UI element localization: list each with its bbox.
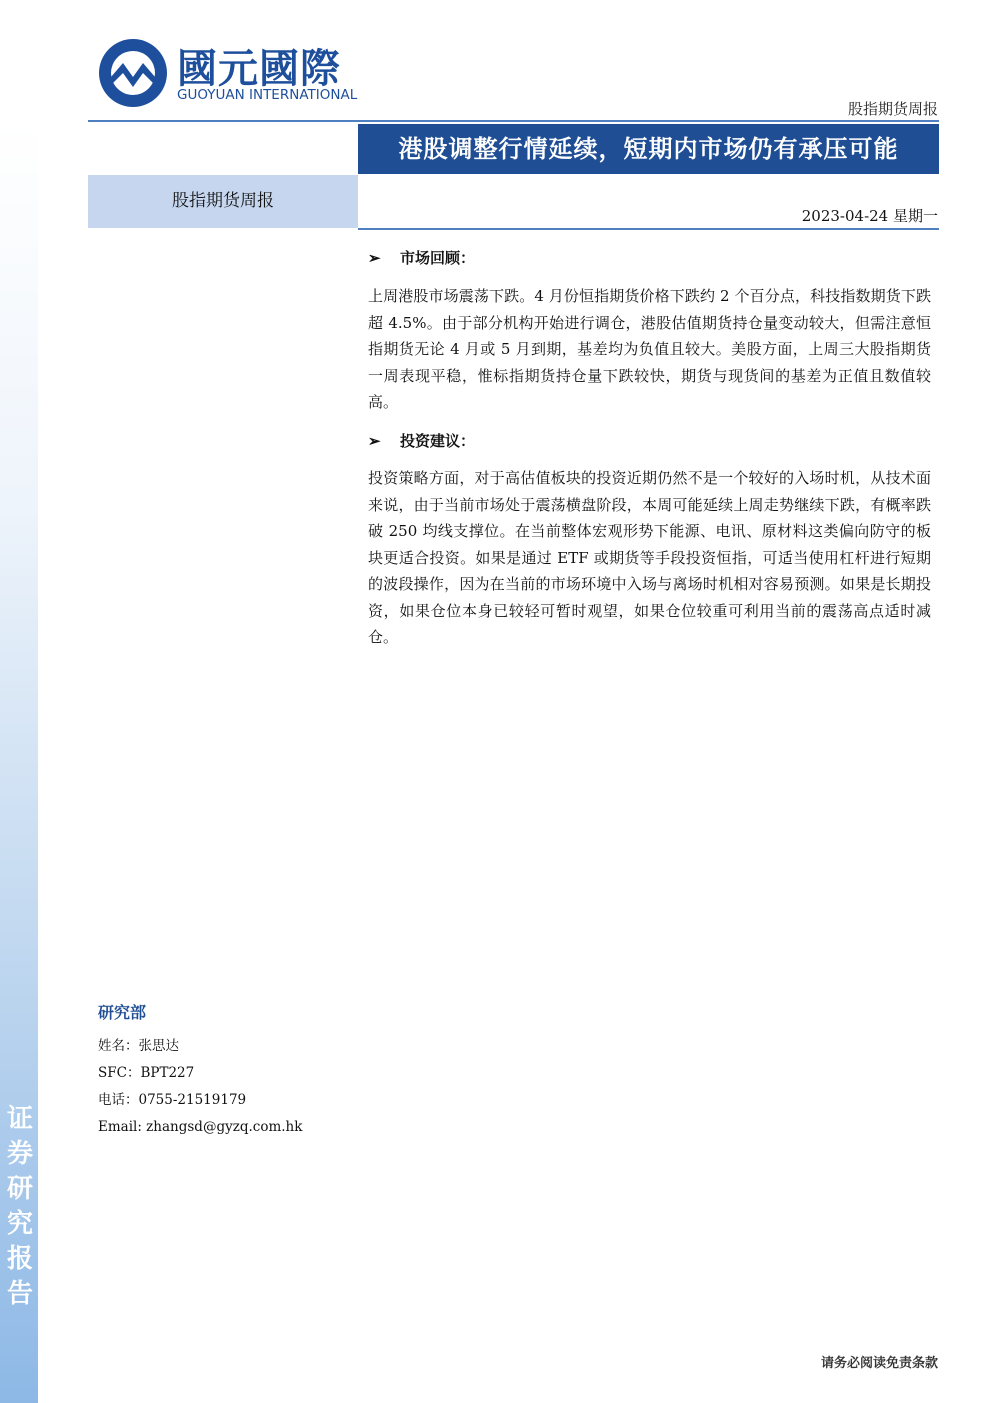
department-label: 研究部	[98, 1003, 147, 1022]
report-title: 港股调整行情延续，短期内市场仍有承压可能	[358, 124, 939, 174]
analyst-email: Email: zhangsd@gyzq.com.hk	[98, 1119, 303, 1135]
arrow-bullet-icon: ➢	[368, 432, 381, 450]
header-category: 股指期货周报	[847, 100, 938, 118]
section-heading-text: 市场回顾：	[400, 249, 476, 267]
date-divider	[358, 228, 939, 230]
analyst-sfc: SFC：BPT227	[98, 1065, 195, 1081]
section-heading-text: 投资建议：	[400, 432, 476, 450]
arrow-bullet-icon: ➢	[368, 249, 381, 267]
logo-name-en: GUOYUAN INTERNATIONAL	[177, 87, 358, 103]
report-type-label: 股指期货周报	[88, 175, 358, 228]
analyst-contact	[98, 1003, 302, 1141]
section-heading-investment-advice	[368, 430, 475, 451]
header-divider	[88, 120, 939, 122]
report-date: 2023-04-24 星期一	[801, 207, 938, 225]
logo-name-zh: 國元國際	[177, 46, 341, 92]
analyst-name: 姓名：张思达	[98, 1038, 179, 1054]
side-label: 证券研究报告	[6, 1104, 33, 1309]
analyst-phone: 电话：0755-21519179	[98, 1092, 247, 1108]
investment-advice-paragraph: 投资策略方面，对于高估值板块的投资近期仍然不是一个较好的入场时机，从技术面来说，由于当前市场处于震荡横盘阶段，本周可能延续上周走势继续下跌，有概率跌破 250 均线支撑位。在当前整体宏观形势下能源、电讯、原材料这类偏向防守的板块更适合投资。如果是通过 ETF 或期货等手段投资恒指，可适当使用杠杆进行短期的波段操作，因为在当前的市场环境中入场与离场时机相对容易预测。如果是长期投资，如果仓位本身已较轻可暂时观望，如果仓位较重可利用当前的震荡高点适时减仓。	[368, 469, 931, 646]
logo-emblem-icon	[97, 37, 169, 109]
section-heading-market-review	[368, 247, 475, 268]
company-logo	[97, 37, 367, 107]
market-review-paragraph: 上周港股市场震荡下跌。4 月份恒指期货价格下跌约 2 个百分点，科技指数期货下跌超 4.5%。由于部分机构开始进行调仓，港股估值期货持仓量变动较大，但需注意恒指期货无论 4 月或 5 月到期，基差均为负值且较大。美股方面，上周三大股指期货一周表现平稳，惟标指期货持仓量下跌较快，期货与现货间的基差为正值且数值较高。	[368, 287, 931, 411]
disclaimer-note: 请务必阅读免责条款	[820, 1356, 938, 1371]
